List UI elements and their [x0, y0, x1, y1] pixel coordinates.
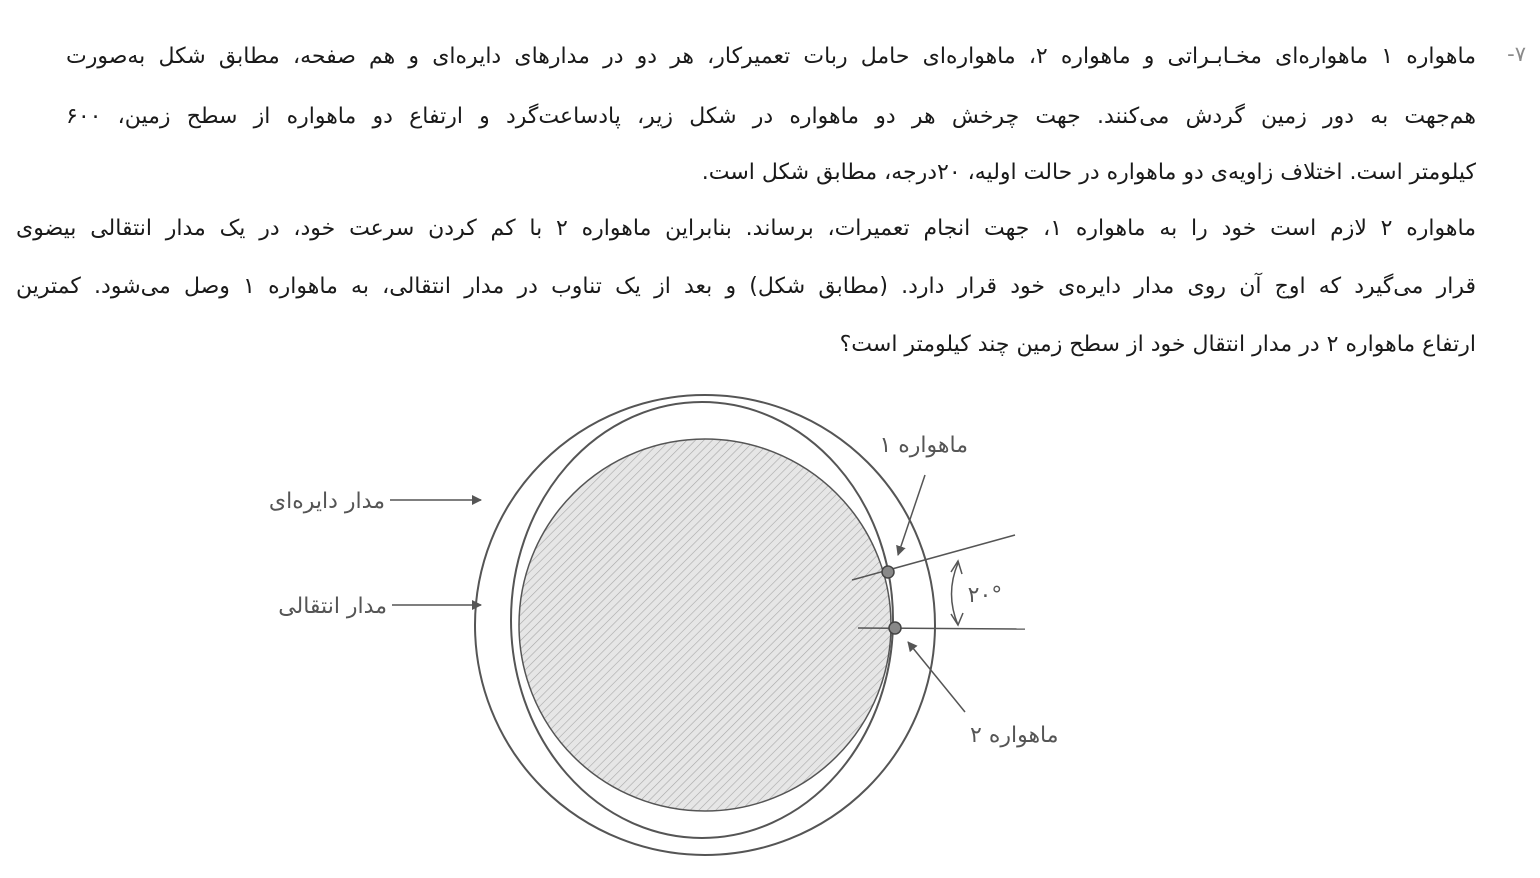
orbit-diagram — [0, 380, 1540, 874]
question-text-line-3: کیلومتر است. اختلاف زاویه‌ی دو ماهواره در حالت اولیه، ۲۰درجه، مطابق شکل است. — [701, 160, 1476, 185]
question-block — [0, 0, 1540, 380]
satellite-2-radial-line — [858, 628, 1025, 629]
question-text-line-5: قرار می‌گیرد که اوج آن روی مدار دایره‌ی خود قرار دارد. (مطابق شکل) و بعد از یک تناوب در مدار انتقالی، به ماهواره ۱ وصل می‌شود. کمترین — [16, 274, 1477, 299]
satellite-2-pointer-arrow — [908, 642, 965, 712]
transfer-orbit-label: مدار انتقالی — [278, 594, 387, 619]
earth-circle — [519, 439, 891, 811]
satellite-2-dot — [889, 622, 901, 634]
satellite-2-label: ماهواره ۲ — [970, 723, 1059, 748]
question-text-line-2: هم‌جهت به دور زمین گردش می‌کنند. جهت چرخش هر دو ماهواره در شکل زیر، پادساعت‌گرد و ارتفاع دو ماهواره از سطح زمین، ۶۰۰ — [66, 104, 1476, 129]
question-text-line-1: ماهواره ۱ ماهواره‌ای مخـابـراتی و ماهواره ۲، ماهواره‌ای حامل ربات تعمیرکار، هر دو در مدارهای دایره‌ای و هم صفحه، مطابق شکل به‌صورت — [66, 44, 1476, 69]
angle-arrow-down-icon — [951, 613, 963, 625]
circular-orbit-label: مدار دایره‌ای — [268, 489, 385, 514]
question-number: ۷- — [1507, 42, 1526, 66]
question-text-line-6: ارتفاع ماهواره ۲ در مدار انتقال خود از سطح زمین چند کیلومتر است؟ — [839, 332, 1476, 357]
question-text-line-4: ماهواره ۲ لازم است خود را به ماهواره ۱، جهت انجام تعمیرات، برساند. بنابراین ماهواره ۲ با کم کردن سرعت خود، در یک مدار انتقالی بیضوی — [16, 216, 1476, 241]
satellite-1-label: ماهواره ۱ — [879, 433, 968, 458]
orbit-diagram-svg — [0, 380, 1540, 874]
satellite-1-dot — [882, 566, 894, 578]
angle-label: ۲۰° — [967, 583, 1003, 608]
